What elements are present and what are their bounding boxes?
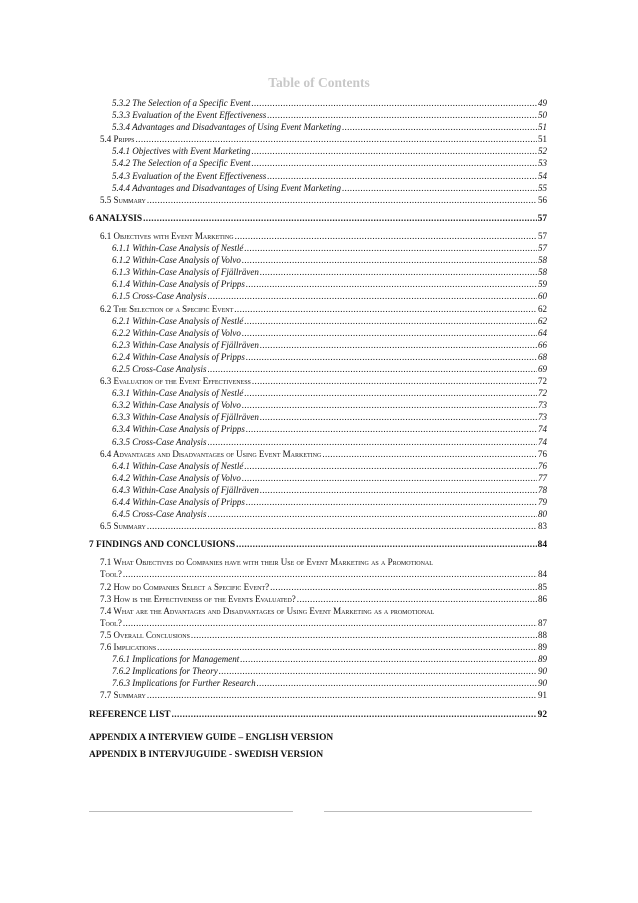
toc-entry-label: 6.2 The Selection of a Specific Event — [100, 303, 234, 314]
toc-entry[interactable] — [89, 121, 547, 133]
toc-page-number: 89 — [538, 654, 547, 665]
toc-entry-label: 7.6 Implications — [100, 642, 157, 653]
table-of-contents — [89, 97, 547, 763]
toc-entry-label: 6.3.1 Within-Case Analysis of Nestlé — [112, 388, 244, 399]
leader-dots — [342, 121, 537, 133]
toc-page-number: 88 — [538, 629, 547, 640]
leader-dots — [342, 182, 537, 194]
leader-dots — [252, 375, 537, 387]
toc-entry-label: 5.3.4 Advantages and Disadvantages of Using Event Marketing — [112, 122, 342, 133]
toc-entry-label: 7 FINDINGS AND CONCLUSIONS — [89, 540, 236, 551]
toc-page-number: 90 — [538, 666, 547, 677]
toc-entry-label: 6.2.4 Within-Case Analysis of Pripps — [112, 351, 245, 362]
leader-dots — [257, 677, 537, 689]
toc-page-number: 91 — [538, 690, 547, 701]
toc-entry-label: 6.1.2 Within-Case Analysis of Volvo — [112, 255, 241, 266]
toc-page-number: 90 — [538, 678, 547, 689]
leader-dots — [147, 194, 537, 206]
leader-dots — [208, 363, 537, 375]
toc-entry-label: 7.2 How do Companies Select a Specific Event? — [100, 581, 270, 592]
toc-entry-label: 6 ANALYSIS — [89, 213, 143, 224]
toc-entry[interactable] — [89, 339, 547, 351]
toc-entry[interactable] — [89, 539, 547, 551]
toc-entry[interactable] — [89, 315, 547, 327]
toc-entry-label: 6.3.4 Within-Case Analysis of Pripps — [112, 424, 245, 435]
leader-dots — [123, 568, 537, 580]
toc-entry[interactable] — [89, 278, 547, 290]
toc-entry-label-cont: Tool? — [100, 569, 122, 580]
toc-page-number: 86 — [538, 593, 547, 604]
appendix-entry[interactable]: APPENDIX B INTERVJUGUIDE - SWEDISH VERSION — [89, 749, 324, 760]
toc-page-number: 64 — [538, 327, 547, 338]
toc-entry[interactable] — [89, 266, 547, 278]
leader-dots — [251, 157, 537, 169]
toc-entry[interactable] — [89, 351, 547, 363]
toc-entry-label: 5.4.3 Evaluation of the Event Effectiveness — [112, 170, 267, 181]
toc-entry[interactable] — [89, 677, 547, 689]
toc-entry[interactable] — [89, 242, 547, 254]
toc-entry[interactable] — [89, 303, 547, 315]
toc-entry[interactable] — [89, 399, 547, 411]
toc-page-number: 60 — [538, 291, 547, 302]
leader-dots — [244, 315, 537, 327]
toc-page-number: 55 — [538, 182, 547, 193]
toc-entry-label: 5.4 Pripps — [100, 134, 135, 145]
toc-entry[interactable] — [89, 363, 547, 375]
leader-dots — [260, 266, 537, 278]
toc-entry-label: 6.5 Summary — [100, 521, 146, 532]
toc-page-number: 52 — [538, 146, 547, 157]
toc-entry-label: 7.6.1 Implications for Management — [112, 654, 240, 665]
toc-entry-label: 6.3.3 Within-Case Analysis of Fjällräven — [112, 412, 259, 423]
leader-dots — [242, 327, 537, 339]
leader-dots — [235, 230, 537, 242]
leader-dots — [270, 581, 537, 593]
toc-entry[interactable] — [89, 170, 547, 182]
toc-entry-label: 6.4.1 Within-Case Analysis of Nestlé — [112, 460, 244, 471]
toc-entry[interactable] — [89, 556, 547, 580]
leader-dots — [147, 520, 537, 532]
toc-entry[interactable] — [89, 593, 547, 605]
toc-page-number: 73 — [538, 400, 547, 411]
toc-entry[interactable] — [89, 375, 547, 387]
leader-dots — [242, 254, 537, 266]
toc-entry-label: 6.4.4 Within-Case Analysis of Pripps — [112, 497, 245, 507]
toc-entry-label: 6.1 Objectives with Event Marketing — [100, 230, 234, 241]
toc-entry-label: 6.1.4 Within-Case Analysis of Pripps — [112, 279, 245, 290]
leader-dots — [244, 242, 537, 254]
leader-dots — [297, 593, 537, 605]
toc-page-number: 83 — [538, 521, 547, 532]
toc-entry-label: 6.4.2 Within-Case Analysis of Volvo — [112, 472, 241, 483]
leader-dots — [208, 436, 537, 448]
toc-page-number: 87 — [538, 617, 547, 628]
toc-entry-label: 6.3.5 Cross-Case Analysis — [112, 436, 207, 447]
toc-entry-label: 7.4 What are the Advantages and Disadvantages of Using Event Marketing as a promotional — [100, 605, 435, 616]
leader-dots — [260, 411, 537, 423]
appendix-entry[interactable]: APPENDIX A INTERVIEW GUIDE – ENGLISH VERSION — [89, 732, 334, 743]
toc-entry[interactable] — [89, 182, 547, 194]
leader-dots — [143, 213, 537, 225]
toc-entry-label: 7.6.2 Implications for Theory — [112, 666, 218, 677]
toc-page-number: 50 — [538, 110, 547, 121]
toc-page-number: 89 — [538, 642, 547, 653]
leader-dots — [242, 472, 537, 484]
leader-dots — [260, 339, 537, 351]
toc-entry-label: 5.3.2 The Selection of a Specific Event — [112, 98, 251, 108]
toc-entry[interactable] — [89, 689, 547, 701]
leader-dots — [240, 653, 537, 665]
toc-entry-label: 5.4.4 Advantages and Disadvantages of Using Event Marketing — [112, 182, 342, 193]
toc-page-number: 59 — [538, 279, 547, 290]
toc-entry-label: 6.2.3 Within-Case Analysis of Fjällräven — [112, 339, 259, 350]
toc-entry[interactable] — [89, 327, 547, 339]
toc-entry[interactable] — [89, 448, 547, 460]
toc-entry-label: 7.5 Overall Conclusions — [100, 629, 190, 640]
toc-page-number: 66 — [538, 339, 547, 350]
toc-entry[interactable] — [89, 653, 547, 665]
leader-dots — [234, 303, 537, 315]
toc-page-number: 78 — [538, 484, 547, 495]
toc-page-number: 73 — [538, 412, 547, 423]
toc-entry[interactable] — [89, 472, 547, 484]
toc-entry[interactable] — [89, 665, 547, 677]
page-title: Table of Contents — [268, 75, 370, 90]
toc-entry-label: 5.4.2 The Selection of a Specific Event — [112, 158, 251, 169]
toc-entry[interactable] — [89, 254, 547, 266]
leader-dots — [219, 665, 537, 677]
toc-entry-label: 5.5 Summary — [100, 194, 146, 205]
toc-entry-label: 6.2.5 Cross-Case Analysis — [112, 363, 207, 374]
toc-entry[interactable] — [89, 436, 547, 448]
leader-dots — [246, 278, 537, 290]
toc-entry-label: 6.2.2 Within-Case Analysis of Volvo — [112, 327, 241, 338]
toc-page-number: 62 — [538, 315, 547, 326]
toc-entry[interactable] — [89, 157, 547, 169]
toc-entry-label: 6.1.1 Within-Case Analysis of Nestlé — [112, 243, 244, 254]
toc-page-number: 56 — [538, 194, 547, 205]
toc-page-number: 49 — [538, 98, 547, 108]
toc-entry-label: 7.3 How is the Effectiveness of the Events Evaluated? — [100, 593, 296, 604]
toc-entry-label: 5.4.1 Objectives with Event Marketing — [112, 146, 251, 157]
leader-dots — [244, 387, 537, 399]
leader-dots — [172, 709, 537, 721]
toc-entry-label: 6.4.5 Cross-Case Analysis — [112, 509, 207, 520]
toc-entry[interactable] — [89, 194, 547, 206]
toc-page-number: 62 — [538, 303, 547, 314]
toc-entry-label: 5.3.3 Evaluation of the Event Effectiveness — [112, 110, 267, 121]
leader-dots — [242, 399, 537, 411]
leader-dots — [246, 351, 537, 363]
toc-page-number: 74 — [538, 436, 547, 447]
leader-dots — [208, 290, 537, 302]
leader-dots — [208, 508, 537, 520]
toc-page-number: 85 — [538, 581, 547, 592]
toc-page-number: 76 — [538, 448, 547, 459]
toc-page-number: 84 — [538, 569, 547, 580]
toc-page-number: 58 — [538, 267, 547, 278]
leader-dots — [251, 97, 537, 109]
toc-entry[interactable] — [89, 213, 547, 225]
footer-rule-left — [89, 811, 293, 812]
toc-entry-label: 7.7 Summary — [100, 690, 146, 701]
toc-entry-label: 6.1.3 Within-Case Analysis of Fjällräven — [112, 267, 259, 278]
toc-page-number: 51 — [538, 134, 547, 145]
toc-entry[interactable] — [89, 133, 547, 145]
toc-entry[interactable] — [89, 484, 547, 496]
toc-page-number: 57 — [538, 230, 547, 241]
toc-entry[interactable] — [89, 605, 547, 629]
toc-page-number: 80 — [538, 509, 547, 520]
toc-entry-label: 6.2.1 Within-Case Analysis of Nestlé — [112, 315, 244, 326]
toc-entry-label: 6.3 Evaluation of the Event Effectiveness — [100, 376, 251, 387]
toc-page-number: 68 — [538, 351, 547, 362]
toc-page-number: 53 — [538, 158, 547, 169]
toc-entry-label: REFERENCE LIST — [89, 709, 171, 720]
leader-dots — [246, 496, 537, 508]
toc-entry[interactable] — [89, 290, 547, 302]
toc-entry[interactable] — [89, 230, 547, 242]
leader-dots — [267, 109, 537, 121]
toc-entry[interactable] — [89, 496, 547, 508]
appendix-list — [89, 731, 547, 763]
toc-page-number: 57 — [537, 213, 547, 224]
toc-entry[interactable] — [89, 109, 547, 121]
toc-page-number: 51 — [538, 122, 547, 133]
toc-entry[interactable] — [89, 411, 547, 423]
toc-entry[interactable] — [89, 709, 547, 721]
toc-entry-label: 6.3.2 Within-Case Analysis of Volvo — [112, 400, 241, 411]
toc-entry[interactable] — [89, 581, 547, 593]
leader-dots — [236, 539, 537, 551]
toc-entry[interactable] — [89, 97, 547, 109]
toc-entry[interactable] — [89, 460, 547, 472]
toc-entry-label: 7.1 What Objectives do Companies have with their Use of Event Marketing as a Promotional — [100, 557, 433, 568]
leader-dots — [322, 448, 537, 460]
toc-page-number: 54 — [538, 170, 547, 181]
toc-entry-label-cont: Tool? — [100, 617, 122, 628]
leader-dots — [157, 641, 537, 653]
leader-dots — [260, 484, 537, 496]
leader-dots — [246, 423, 537, 435]
toc-entry-label: 6.4 Advantages and Disadvantages of Using Event Marketing — [100, 448, 322, 459]
toc-entry-label: 6.1.5 Cross-Case Analysis — [112, 291, 207, 302]
toc-entry[interactable] — [89, 641, 547, 653]
toc-entry[interactable] — [89, 508, 547, 520]
toc-page-number: 84 — [537, 540, 547, 551]
toc-page-number: 72 — [538, 376, 547, 387]
leader-dots — [244, 460, 537, 472]
leader-dots — [123, 617, 537, 629]
toc-page-number: 74 — [538, 424, 547, 435]
toc-entry[interactable] — [89, 520, 547, 532]
footer-rule-right — [324, 811, 532, 812]
toc-entry-label: 7.6.3 Implications for Further Research — [112, 678, 256, 689]
toc-entry-label: 6.4.3 Within-Case Analysis of Fjällräven — [112, 484, 259, 495]
leader-dots — [136, 133, 537, 145]
toc-page-number: 76 — [538, 460, 547, 471]
toc-page-number: 58 — [538, 255, 547, 266]
toc-page-number: 57 — [538, 243, 547, 254]
leader-dots — [191, 629, 537, 641]
leader-dots — [147, 689, 537, 701]
toc-entry[interactable] — [89, 423, 547, 435]
toc-entry[interactable] — [89, 629, 547, 641]
toc-entry[interactable] — [89, 145, 547, 157]
toc-page-number: 77 — [538, 472, 547, 483]
leader-dots — [267, 170, 537, 182]
toc-page-number: 92 — [537, 709, 547, 720]
toc-page-number: 72 — [538, 388, 547, 399]
toc-page-number: 69 — [538, 363, 547, 374]
toc-page-number: 79 — [538, 497, 547, 507]
toc-entry[interactable] — [89, 387, 547, 399]
leader-dots — [251, 145, 537, 157]
